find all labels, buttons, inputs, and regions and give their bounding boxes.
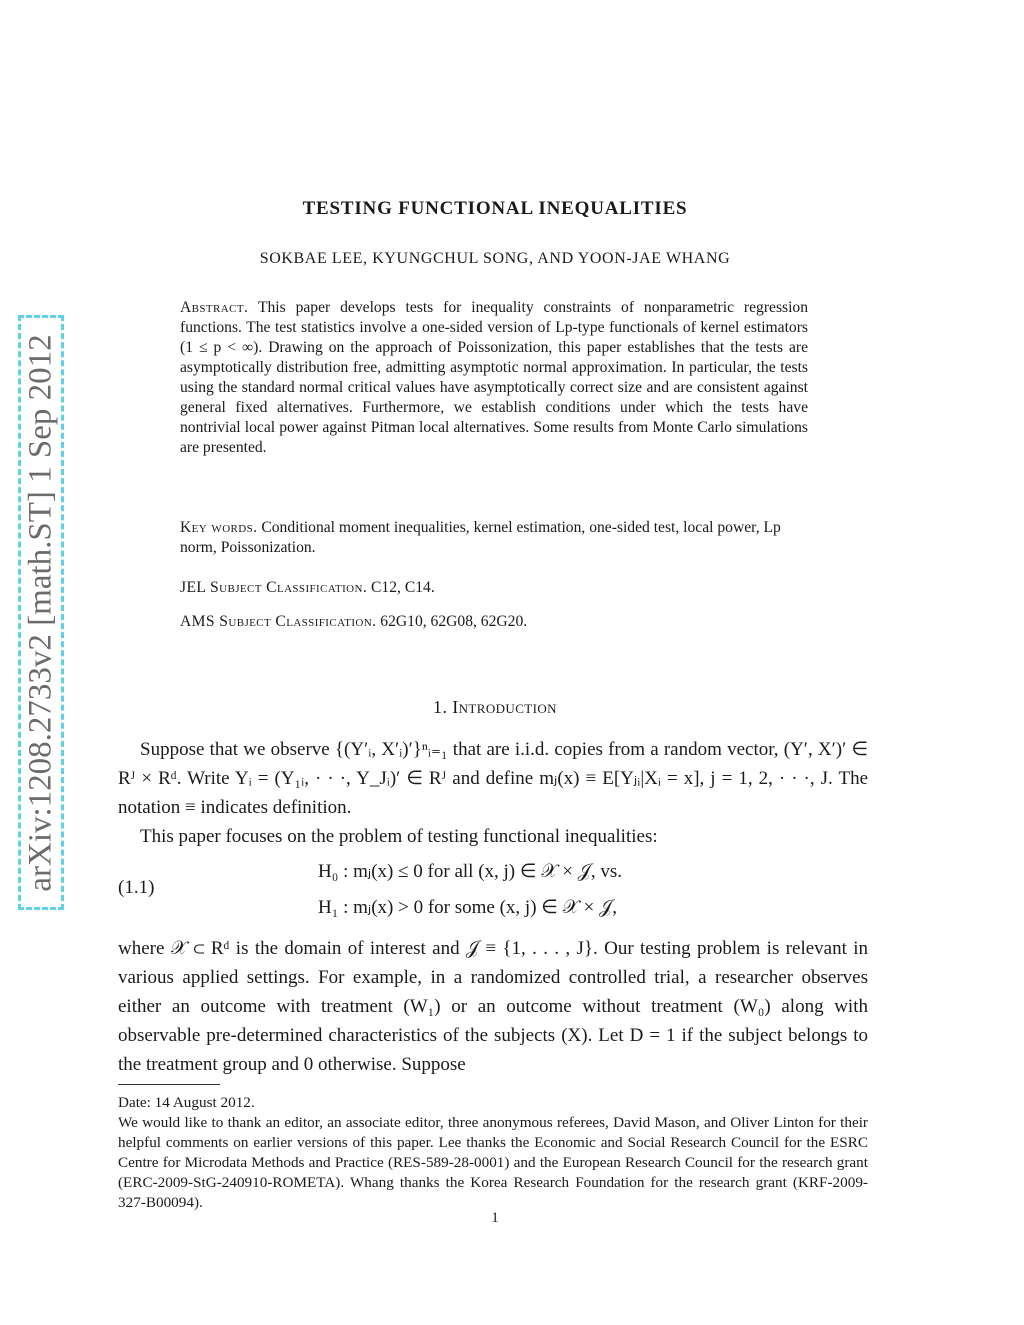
arxiv-stamp-text: arXiv:1208.2733v2 [math.ST] 1 Sep 2012 bbox=[22, 333, 59, 892]
equation-line-1: H₀ : mⱼ(x) ≤ 0 for all (x, j) ∈ 𝒳 × 𝒥, vs. bbox=[318, 861, 622, 882]
arxiv-side-stamp[interactable] bbox=[18, 315, 64, 910]
equation-number: (1.1) bbox=[118, 877, 155, 898]
intro-paragraph-2: This paper focuses on the problem of testing functional inequalities: bbox=[140, 826, 658, 847]
keywords bbox=[180, 518, 808, 558]
keywords-text: Conditional moment inequalities, kernel estimation, one-sided test, local power, Lp norm, Poissonization. bbox=[180, 519, 781, 556]
ams-classification bbox=[180, 612, 808, 632]
section-heading: 1. Introduction bbox=[433, 697, 557, 717]
jel-text: C12, C14. bbox=[371, 579, 435, 596]
equation-line-2: H₁ : mⱼ(x) > 0 for some (x, j) ∈ 𝒳 × 𝒥, bbox=[318, 897, 618, 918]
footnote-rule bbox=[118, 1084, 220, 1085]
abstract-label: Abstract. bbox=[180, 299, 249, 316]
intro-paragraph-3: where 𝒳 ⊂ Rᵈ is the domain of interest and 𝒥 ≡ {1, . . . , J}. Our testing problem is relevant in various applied settings. For example, in a randomized controlled trial, a researcher observes either an outcome with treatment (W₁) or an outcome without treatment (W₀) along with observable pre-determined characteristics of the subjects (X). Let D = 1 if the subject belongs to the treatment group and 0 otherwise. Suppose bbox=[118, 938, 868, 1075]
intro-paragraph-1: Suppose that we observe {(Y′ᵢ, X′ᵢ)′}ⁿᵢ₌₁ that are i.i.d. copies from a random vector, (Y′, X′)′ ∈ Rᴶ × Rᵈ. Write Yᵢ = (Y₁ᵢ, · · ·, Y_Jᵢ)′ ∈ Rᴶ and define mⱼ(x) ≡ E[Yⱼᵢ|Xᵢ = x], j = 1, 2, · · ·, J. The notation ≡ indicates definition. bbox=[118, 739, 868, 818]
footnote-date: Date: 14 August 2012. bbox=[118, 1094, 255, 1111]
ams-text: 62G10, 62G08, 62G20. bbox=[380, 613, 528, 630]
abstract-text: This paper develops tests for inequality constraints of nonparametric regression functions. The test statistics involve a one-sided version of Lp-type functionals of kernel estimators (1 ≤ p < ∞). Drawing on the approach of Poissonization, this paper establishes that the tests are asymptotically distribution free, admitting asymptotic normal approximation. In particular, the tests using the standard normal critical values have asymptotically correct size and are consistent against general fixed alternatives. Furthermore, we establish conditions under which the tests have nontrivial local power against Pitman local alternatives. Some results from Monte Carlo simulations are presented. bbox=[180, 299, 809, 456]
paper-authors: SOKBAE LEE, KYUNGCHUL SONG, AND YOON-JAE WHANG bbox=[259, 250, 731, 267]
abstract bbox=[180, 298, 808, 458]
footnote bbox=[118, 1093, 868, 1213]
jel-classification bbox=[180, 578, 808, 598]
paper-title: TESTING FUNCTIONAL INEQUALITIES bbox=[302, 198, 688, 219]
footnote-text: We would like to thank an editor, an associate editor, three anonymous referees, David Mason, and Oliver Linton for their helpful comments on earlier versions of this paper. Lee thanks the Economic and Social Research Council for the ESRC Centre for Microdata Methods and Practice (RES-589-28-0001) and the European Research Council for the research grant (ERC-2009-StG-240910-ROMETA). Whang thanks the Korea Research Foundation for the research grant (KRF-2009-327-B00094). bbox=[118, 1114, 868, 1211]
jel-label: JEL Subject Classification. bbox=[180, 579, 368, 596]
page-number: 1 bbox=[491, 1210, 499, 1226]
ams-label: AMS Subject Classification. bbox=[180, 613, 377, 630]
keywords-label: Key words. bbox=[180, 519, 258, 536]
